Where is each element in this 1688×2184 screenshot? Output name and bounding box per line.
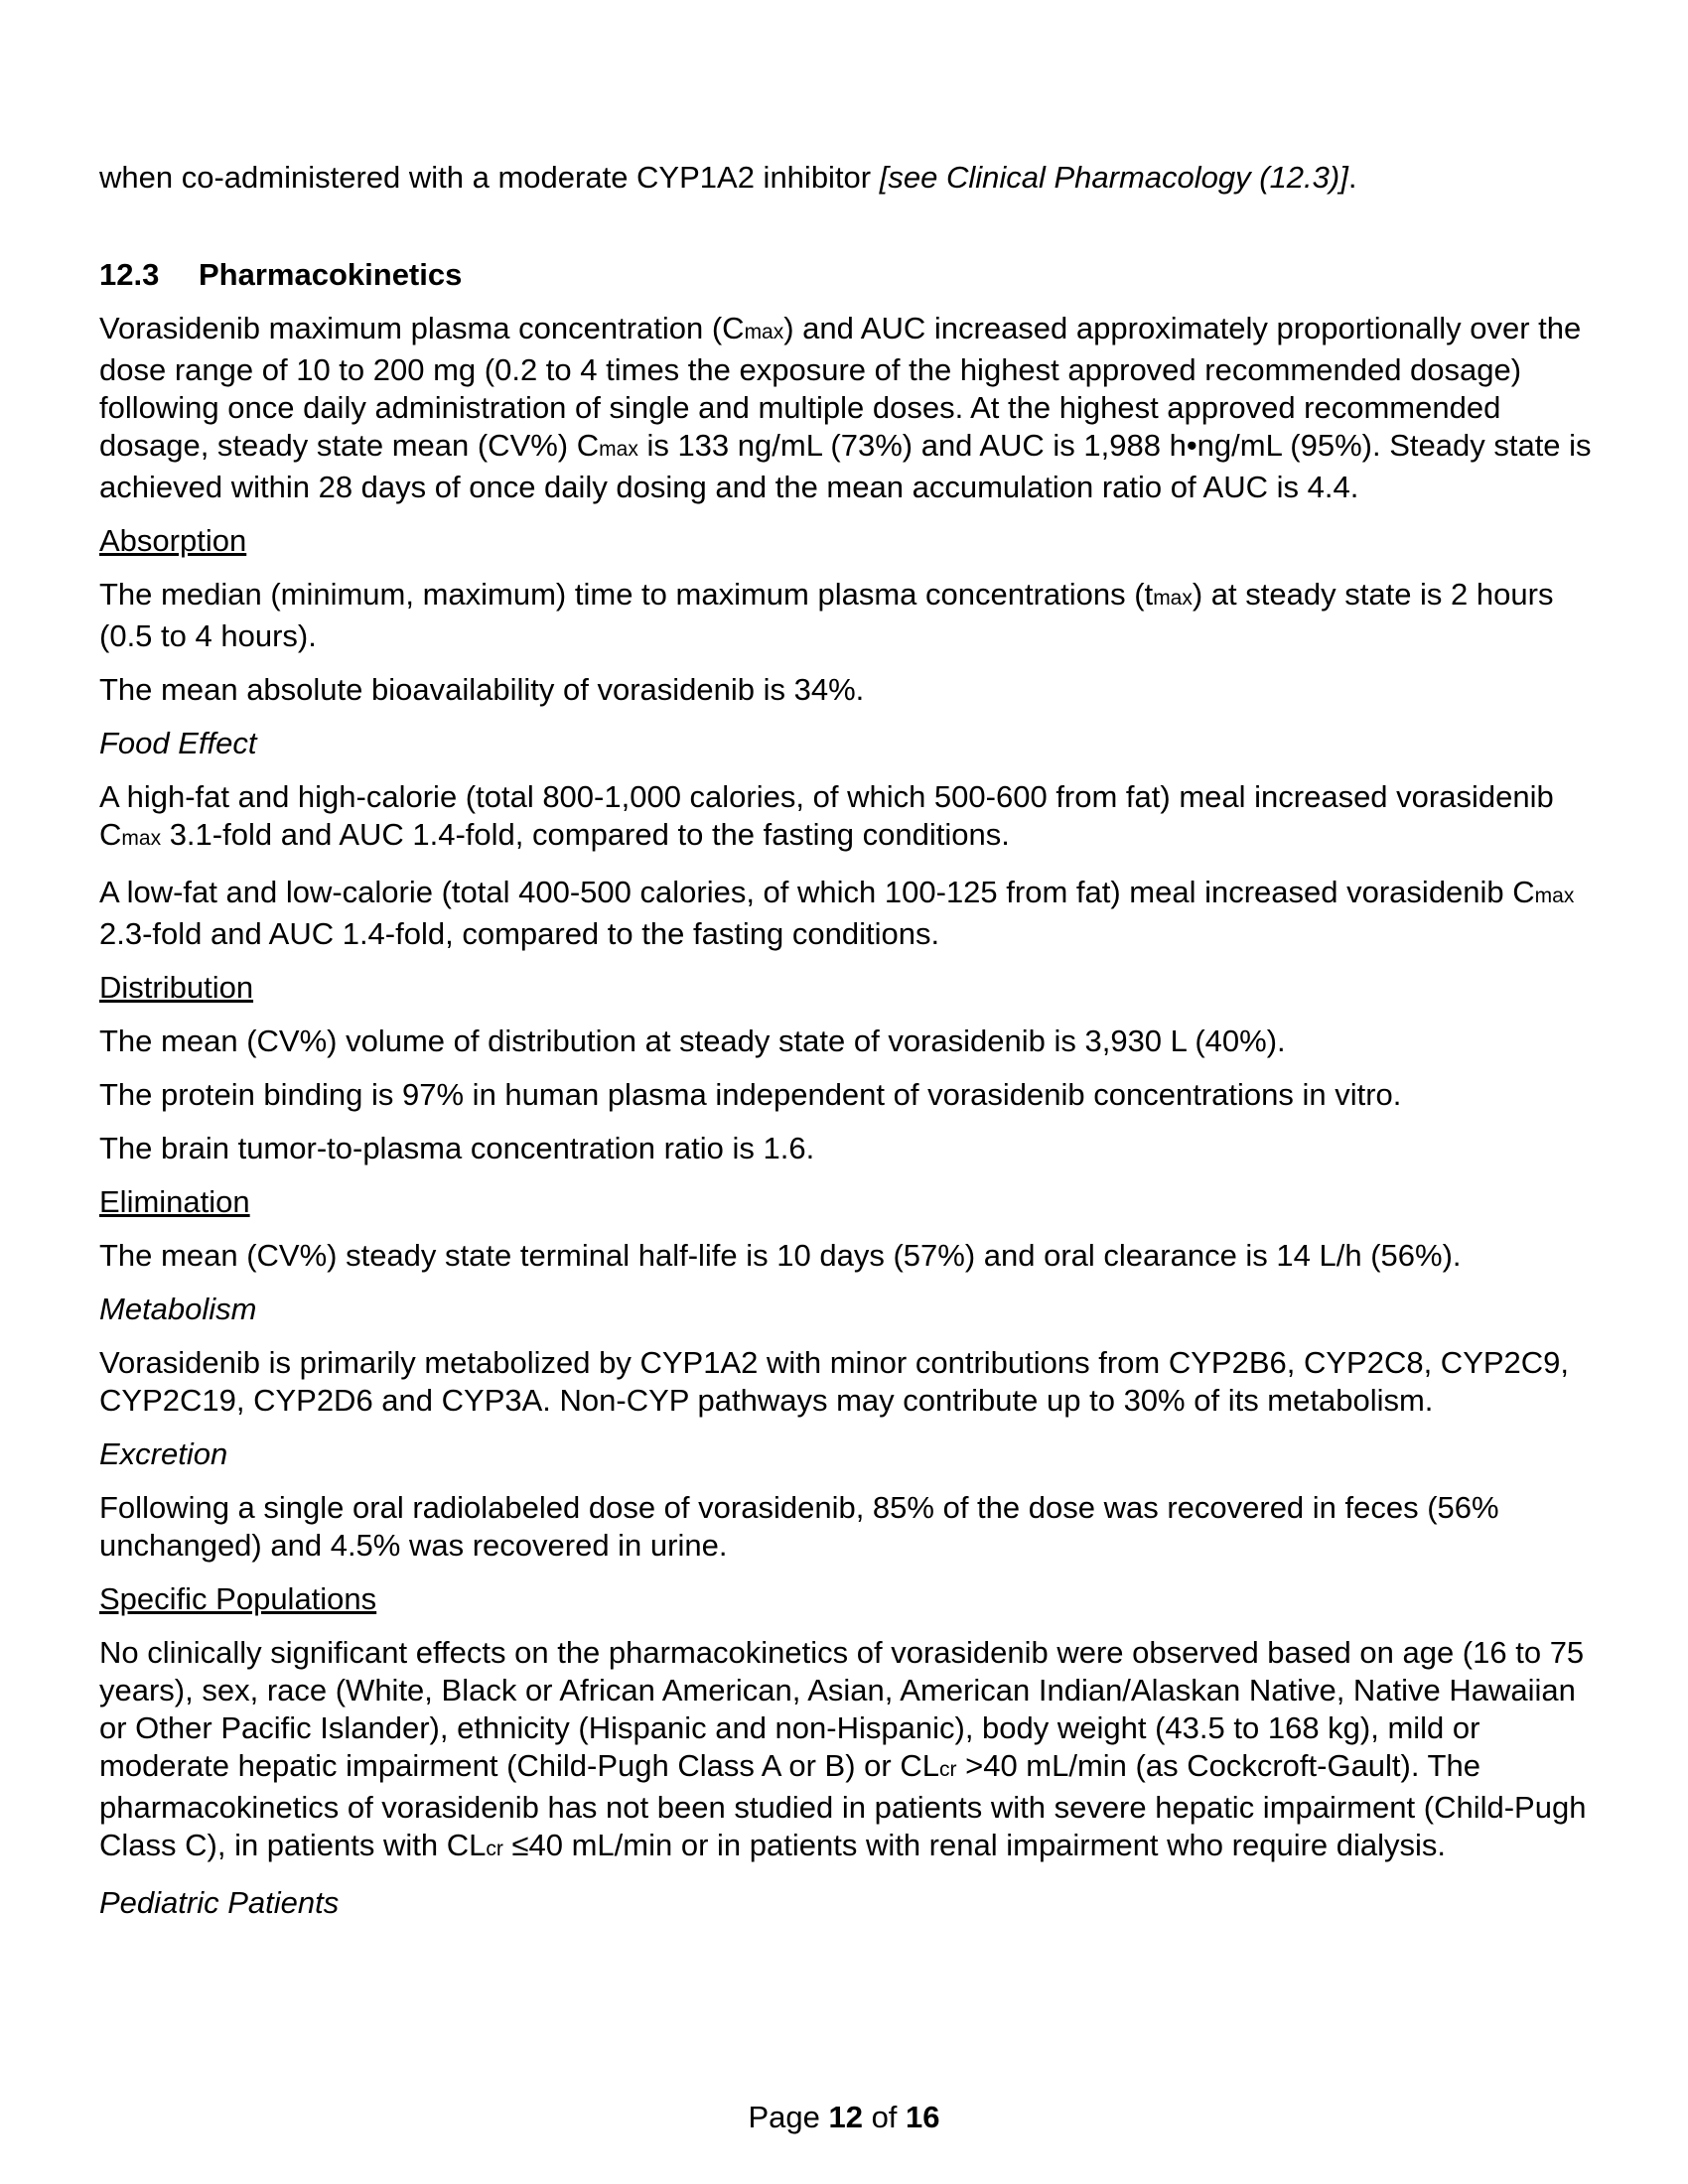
intro-line bbox=[99, 159, 1609, 197]
metabolism-paragraph: Vorasidenib is primarily metabolized by CYP1A2 with minor contributions from CYP2B6, CYP2C8, CYP2C9, CYP2C19, CYP2D6 and CYP3A. Non-CYP pathways may contribute up to 30% of its metabolism. bbox=[99, 1345, 1570, 1418]
excretion-heading: Excretion bbox=[99, 1436, 228, 1471]
food-text-1a: A high-fat and high-calorie (total 800-1,000 calories, of which 500-600 from fat) meal increased vorasidenib C bbox=[99, 779, 1554, 852]
footer-prefix: Page bbox=[748, 2100, 829, 2134]
pk-text-2: ) and AUC increased approximately proportionally over the dose range of 10 to 200 mg (0.2 to 4 times the exposure of the highest approved recommended dosage) following once daily administration of single and multiple doses. At the highest approved recommended dosage, steady state mean (CV%) C bbox=[99, 311, 1582, 463]
pk-subscript-2: max bbox=[599, 438, 638, 461]
food-subscript-2: max bbox=[1534, 885, 1575, 907]
sp-subscript-2: cr bbox=[486, 1838, 503, 1860]
pk-text-3: is 133 ng/mL (73%) and AUC is 1,988 h•ng/mL (95%). Steady state is achieved within 28 days of once daily dosing and the mean accumulation ratio of AUC is 4.4. bbox=[99, 428, 1592, 504]
distribution-paragraph-3: The brain tumor-to-plasma concentration ratio is 1.6. bbox=[99, 1131, 815, 1165]
sp-text-1: No clinically significant effects on the pharmacokinetics of vorasidenib were observed based on age (16 to 75 years), sex, race (White, Black or African American, Asian, American Indian/Alaskan Native, Native Hawaiian or Other Pacific Islander), ethnicity (Hispanic and non-Hispanic), body weight (43.5 to 168 kg), mild or moderate hepatic impairment (Child-Pugh Class A or B) or CL bbox=[99, 1635, 1585, 1783]
total-page-count: 16 bbox=[906, 2100, 940, 2134]
food-text-2b: 2.3-fold and AUC 1.4-fold, compared to the fasting conditions. bbox=[99, 916, 940, 951]
food-effect-heading: Food Effect bbox=[99, 726, 257, 760]
absorption-text-b: ) at steady state is 2 hours (0.5 to 4 hours). bbox=[99, 577, 1554, 653]
page-content bbox=[99, 159, 1609, 1938]
cross-reference: [see Clinical Pharmacology (12.3)] bbox=[879, 160, 1348, 195]
intro-end: . bbox=[1347, 160, 1357, 195]
intro-text: when co-administered with a moderate CYP1A2 inhibitor bbox=[99, 160, 880, 195]
sp-subscript-1: cr bbox=[938, 1758, 957, 1781]
specific-populations-paragraph bbox=[99, 1634, 1609, 1868]
current-page-number: 12 bbox=[828, 2100, 863, 2134]
section-heading bbox=[99, 256, 1609, 294]
pk-subscript-1: max bbox=[744, 321, 784, 343]
metabolism-heading: Metabolism bbox=[99, 1292, 257, 1326]
food-text-1b: 3.1-fold and AUC 1.4-fold, compared to the fasting conditions. bbox=[161, 817, 1010, 852]
absorption-paragraph-1 bbox=[99, 576, 1609, 655]
sp-text-3: ≤40 mL/min or in patients with renal impairment who require dialysis. bbox=[502, 1828, 1447, 1862]
specific-populations-heading: Specific Populations bbox=[99, 1581, 377, 1616]
elimination-heading: Elimination bbox=[99, 1184, 250, 1219]
distribution-paragraph-2: The protein binding is 97% in human plasma independent of vorasidenib concentrations in vitro. bbox=[99, 1077, 1402, 1112]
page-footer bbox=[0, 2099, 1688, 2136]
food-effect-paragraph-2 bbox=[99, 874, 1609, 953]
elimination-paragraph: The mean (CV%) steady state terminal half-life is 10 days (57%) and oral clearance is 14 L/h (56%). bbox=[99, 1238, 1462, 1273]
pediatric-heading: Pediatric Patients bbox=[99, 1885, 340, 1920]
food-text-2a: A low-fat and low-calorie (total 400-500 calories, of which 100-125 from fat) meal increased vorasidenib C bbox=[99, 875, 1535, 909]
excretion-paragraph: Following a single oral radiolabeled dose of vorasidenib, 85% of the dose was recovered in feces (56% unchanged) and 4.5% was recovered in urine. bbox=[99, 1490, 1499, 1563]
food-subscript-1: max bbox=[121, 827, 162, 850]
pk-text-1: Vorasidenib maximum plasma concentration (C bbox=[99, 311, 745, 345]
pk-paragraph bbox=[99, 310, 1609, 506]
sp-text-2: >40 mL/min (as Cockcroft-Gault). The pharmacokinetics of vorasidenib has not been studied in patients with severe hepatic impairment (Child-Pugh Class C), in patients with CL bbox=[99, 1748, 1587, 1862]
section-number: 12.3 bbox=[99, 257, 160, 292]
absorption-heading: Absorption bbox=[99, 523, 247, 558]
section-title: Pharmacokinetics bbox=[199, 257, 463, 292]
footer-middle: of bbox=[862, 2100, 907, 2134]
absorption-subscript: max bbox=[1153, 587, 1193, 610]
food-effect-paragraph-1 bbox=[99, 778, 1609, 858]
distribution-heading: Distribution bbox=[99, 970, 254, 1005]
distribution-paragraph-1: The mean (CV%) volume of distribution at steady state of vorasidenib is 3,930 L (40%). bbox=[99, 1024, 1286, 1058]
absorption-text-a: The median (minimum, maximum) time to maximum plasma concentrations (t bbox=[99, 577, 1154, 612]
absorption-paragraph-2: The mean absolute bioavailability of vorasidenib is 34%. bbox=[99, 672, 865, 707]
